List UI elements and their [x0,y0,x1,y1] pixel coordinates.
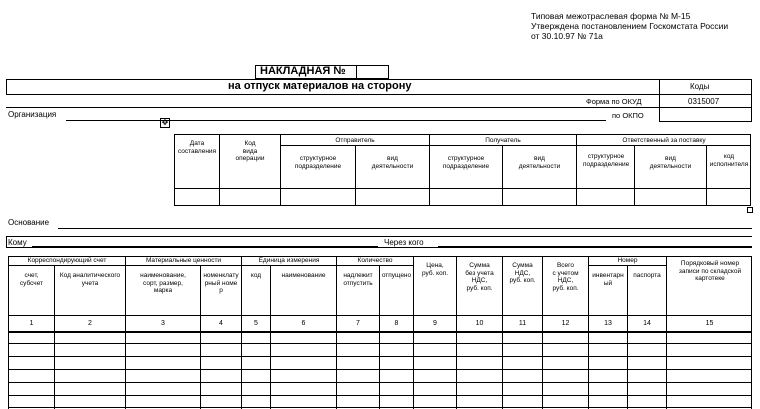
col-number: 9 [433,320,437,327]
main-col-line [627,265,628,409]
hdr-total-vat: Всего с учетом НДС, руб. коп. [552,262,579,292]
hdr-inventory: инвентарный [592,272,624,287]
main-row-line [8,331,752,333]
col-number: 5 [254,320,258,327]
form-line-3: от 30.10.97 № 71а [531,31,603,41]
basis-field[interactable] [58,228,752,229]
basis-label: Основание [8,218,50,227]
col-receiver: Получатель [485,137,521,144]
main-row-line [8,407,752,408]
okpo-label: по ОКПО [612,111,644,120]
table-move-icon[interactable]: ✥ [161,118,169,127]
main-row-line [8,315,752,316]
col-number: 6 [301,320,306,327]
main-col-line [379,265,380,409]
col-resp-activity: вид деятельности [649,155,692,170]
top-row-line [174,188,751,189]
hdr-sum-no-vat: Сумма без учета НДС, руб. коп. [465,262,494,292]
col-responsible: Ответственный за поставку [622,137,706,144]
main-row-line [8,382,752,383]
main-row-line [588,265,666,266]
okud-value: 0315007 [688,97,720,106]
col-number: 2 [88,320,92,327]
hdr-materials-group: Материальные ценности [145,257,222,264]
col-sender: Отправитель [335,137,375,144]
col-number: 1 [29,320,34,327]
main-col-line [200,265,201,409]
col-number: 13 [604,320,612,327]
col-resp-executor: код исполнителя [709,153,749,168]
main-row-line [8,265,241,266]
hdr-qty-due: надлежит отпустить [343,272,373,287]
col-receiver-unit: структурное подразделение [442,155,490,170]
page-title: НАКЛАДНАЯ № [260,65,346,77]
col-number: 8 [394,320,399,327]
col-number: 4 [219,320,223,327]
organization-field[interactable] [66,120,606,121]
hdr-account-group: Корреспондирующий счет [27,257,107,264]
hdr-nomenclature: номенклатурный номер [203,272,239,294]
hdr-qty-group: Количество [357,257,393,264]
hdr-card-entry: Порядковый номер записи по складской картотеке [678,260,742,282]
to-field[interactable] [32,246,378,247]
main-row-line [8,356,752,357]
main-row-line [8,343,752,344]
col-op-code: Код вида операции [235,140,265,162]
col-number: 12 [561,320,570,327]
col-sender-unit: структурное подразделение [294,155,342,170]
col-number: 14 [643,320,651,327]
col-number: 15 [705,320,714,327]
main-row-line [241,265,413,266]
hdr-passport: паспорта [633,272,661,279]
col-number: 7 [356,320,360,327]
resize-handle[interactable] [747,207,753,213]
main-col-line [54,265,55,409]
frame-line [6,94,752,95]
hdr-unit-group: Единица измерения [258,257,320,264]
main-col-line [270,265,271,409]
form-line-2: Утверждена постановлением Госкомстата России [531,21,729,31]
hdr-account: счет, субсчет [19,272,44,287]
form-line-1: Типовая межотраслевая форма № М-15 [531,11,691,21]
hdr-qty-released: отпущено [381,272,412,279]
codes-title: Коды [690,82,710,91]
hdr-price: Цена, руб. коп. [421,262,449,277]
page-subtitle: на отпуск материалов на сторону [228,80,412,92]
codes-line [659,107,752,108]
codes-line [659,94,752,95]
okud-label: Форма по ОКУД [586,97,642,106]
col-number: 3 [161,320,165,327]
top-row-line [280,145,751,146]
title-frame [255,65,357,79]
through-label: Через кого [384,238,424,247]
invoice-number-field[interactable] [356,65,389,79]
hdr-unit-code: код [250,272,262,279]
col-date: Дата составления [177,140,217,155]
okpo-field[interactable] [660,109,750,121]
to-label: Кому [8,238,27,247]
hdr-unit-name: наименование [281,272,326,279]
main-row-line [8,369,752,370]
organization-label: Организация [8,110,57,119]
hdr-analytics: Код аналитического учета [59,272,121,287]
frame-line [6,79,7,94]
through-field[interactable] [438,246,752,247]
hdr-number-group: Номер [617,257,638,264]
col-sender-activity: вид деятельности [371,155,414,170]
hdr-material-name: наименование, сорт, размер, марка [140,272,186,294]
hdr-vat-sum: Сумма НДС, руб. коп. [509,262,536,284]
main-row-line [8,395,752,396]
col-resp-unit: структурное подразделение [583,153,630,168]
col-number: 11 [518,320,527,327]
col-receiver-activity: вид деятельности [518,155,561,170]
col-number: 10 [475,320,484,327]
